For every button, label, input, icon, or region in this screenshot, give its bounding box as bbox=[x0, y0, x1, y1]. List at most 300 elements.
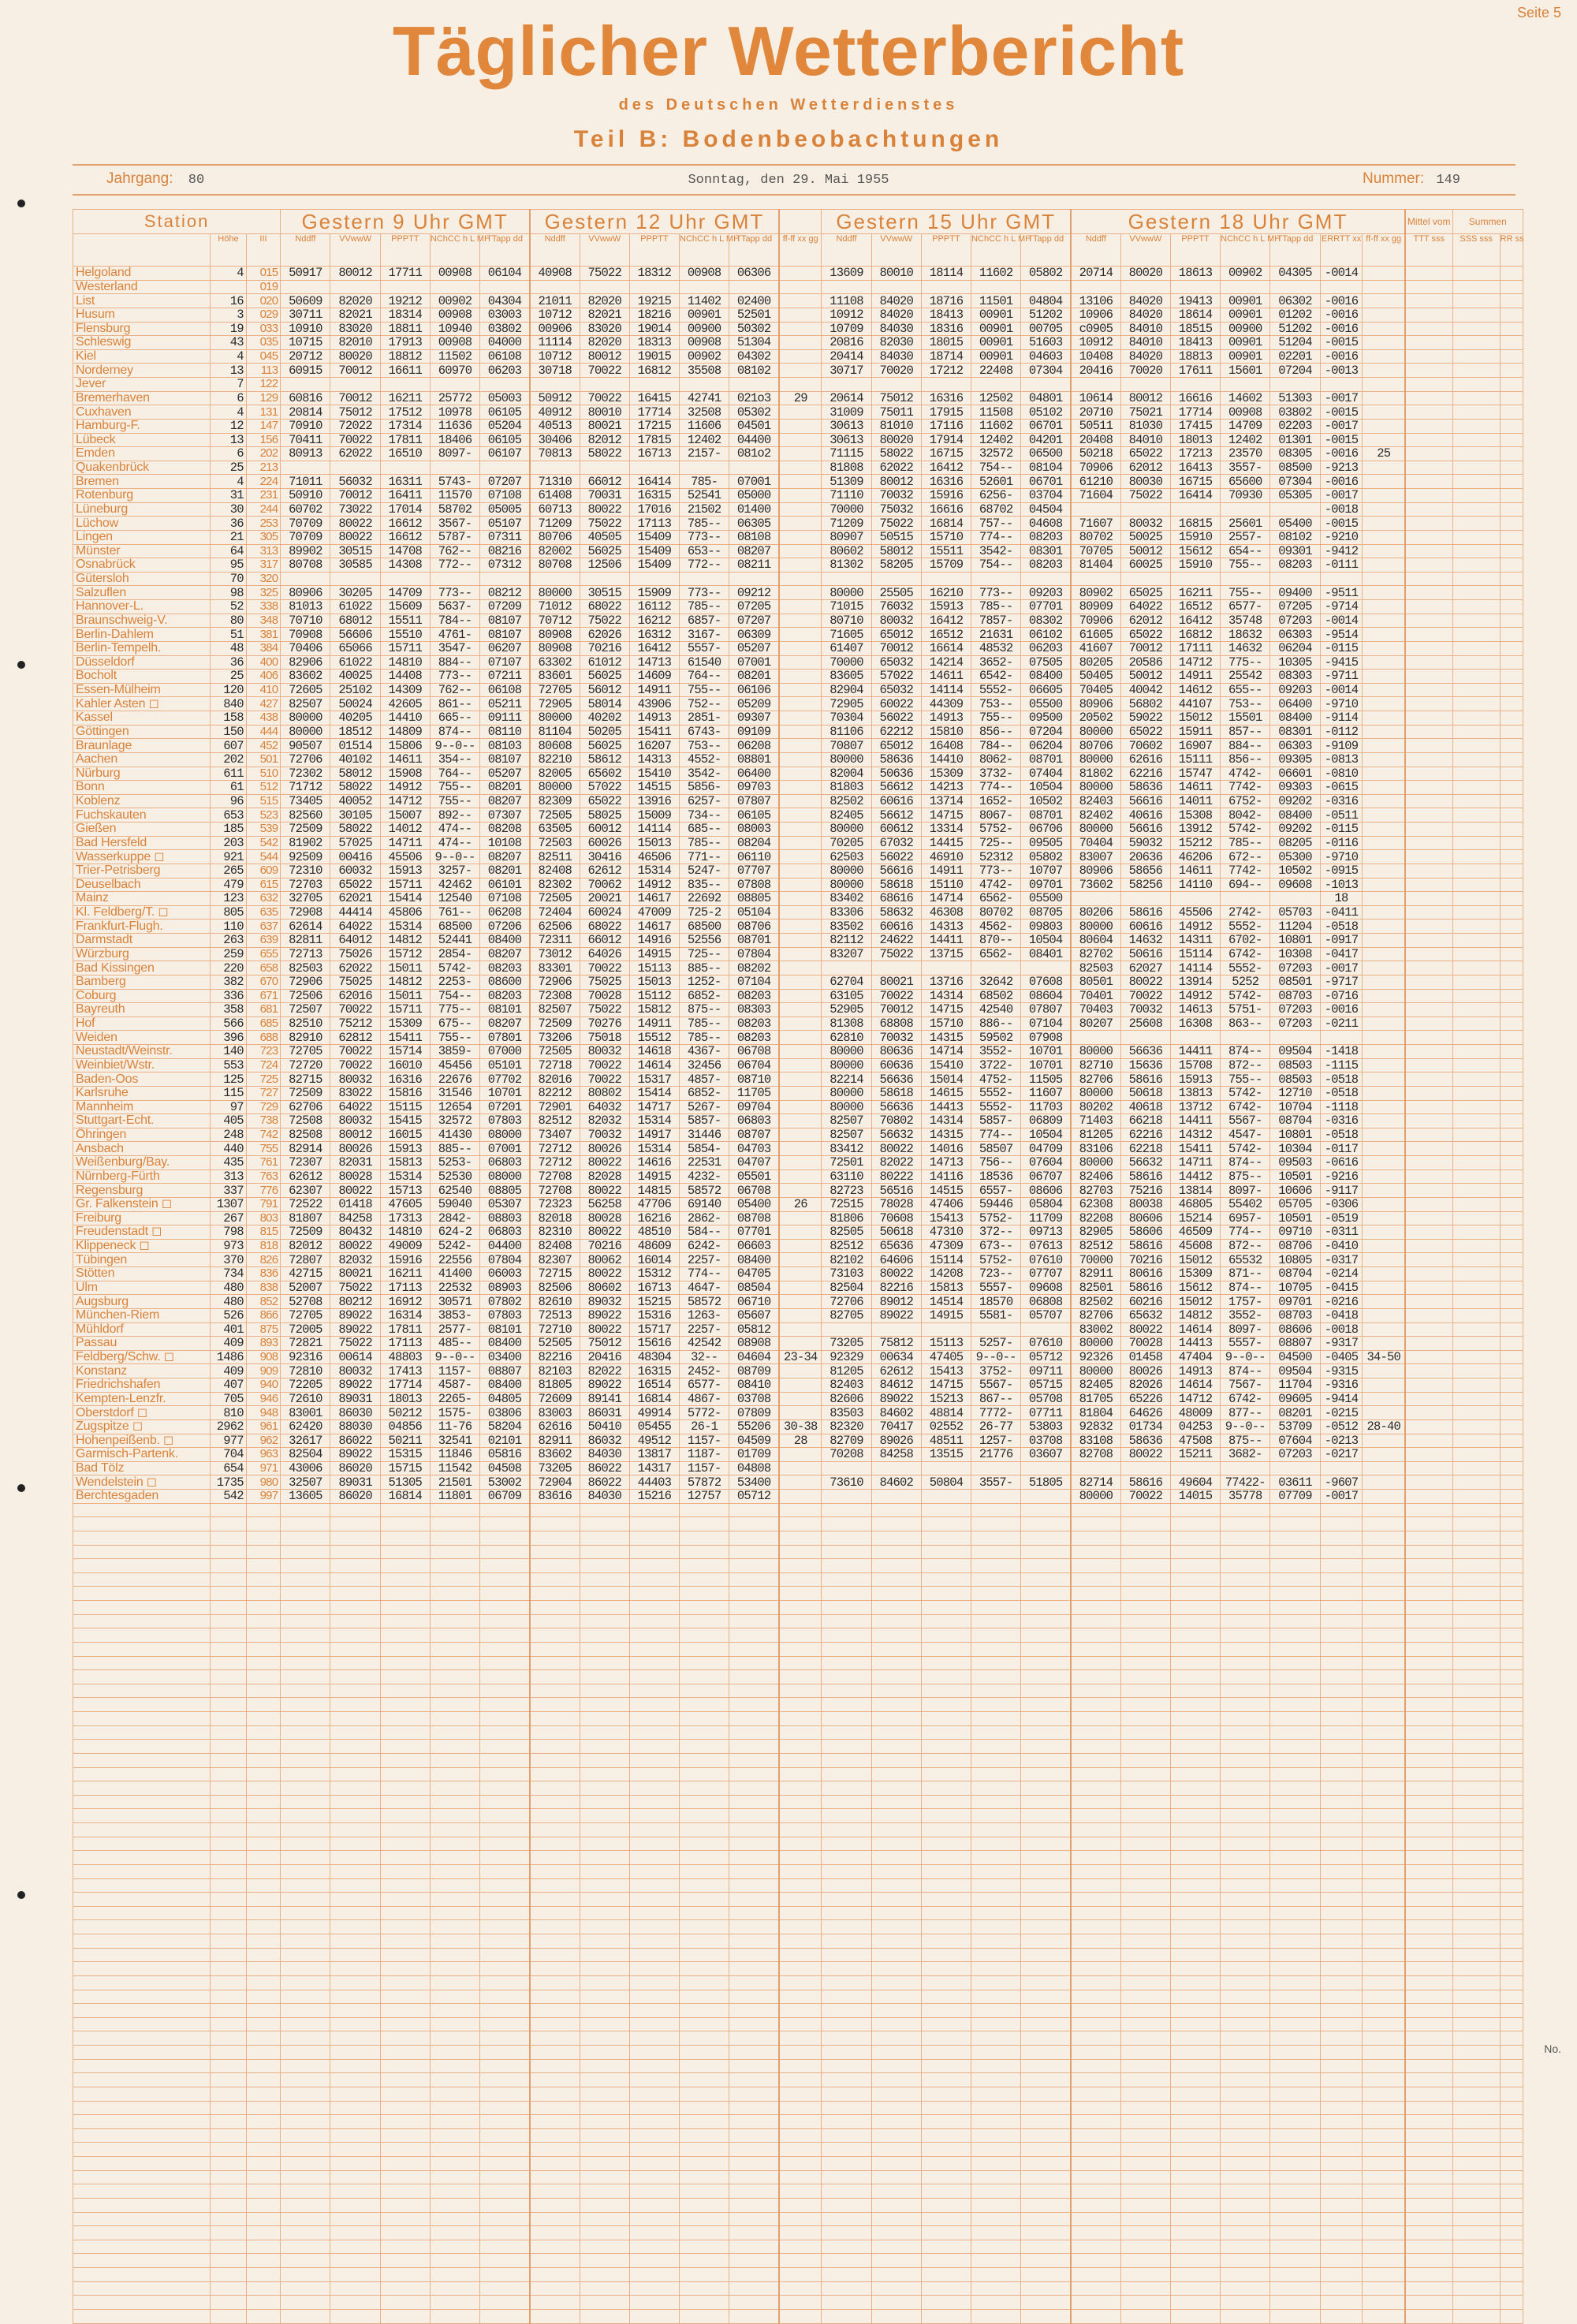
obs-cell: 10701 bbox=[1021, 1058, 1071, 1072]
obs-cell: 14810 bbox=[380, 1225, 430, 1240]
obs-cell: 08400 bbox=[480, 1378, 530, 1393]
obs-cell bbox=[921, 1767, 971, 1781]
obs-cell: 30585 bbox=[330, 558, 380, 573]
obs-cell bbox=[1363, 502, 1405, 517]
obs-cell bbox=[1363, 2004, 1405, 2018]
obs-cell bbox=[779, 989, 822, 1003]
obs-cell: 5552- bbox=[1221, 920, 1270, 934]
obs-cell bbox=[971, 1851, 1021, 1865]
obs-cell: 5242- bbox=[430, 1239, 479, 1253]
obs-cell bbox=[1405, 641, 1452, 655]
obs-cell bbox=[430, 2073, 479, 2087]
obs-cell bbox=[779, 1448, 822, 1462]
obs-cell: 47310 bbox=[921, 1225, 971, 1240]
obs-cell bbox=[1500, 502, 1523, 517]
obs-cell bbox=[1363, 1434, 1405, 1448]
obs-cell: 5772- bbox=[680, 1406, 729, 1420]
obs-cell bbox=[330, 1684, 380, 1698]
obs-cell bbox=[779, 1684, 822, 1698]
obs-cell bbox=[1363, 1461, 1405, 1475]
obs-cell bbox=[1500, 1169, 1523, 1184]
station-number: 755 bbox=[246, 1142, 281, 1156]
obs-cell bbox=[530, 1906, 580, 1920]
obs-cell: 2257- bbox=[680, 1322, 729, 1337]
obs-cell bbox=[971, 1767, 1021, 1781]
obs-cell: 40025 bbox=[330, 670, 380, 684]
obs-cell bbox=[1405, 1920, 1452, 1934]
obs-cell: 30515 bbox=[580, 586, 629, 600]
obs-cell bbox=[779, 2170, 822, 2184]
obs-cell: 80022 bbox=[580, 1322, 629, 1337]
obs-cell bbox=[1320, 2212, 1363, 2226]
obs-cell: 6852- bbox=[680, 1086, 729, 1100]
obs-cell: 70216 bbox=[1120, 1253, 1170, 1267]
obs-cell: 18114 bbox=[921, 267, 971, 281]
obs-cell: 82506 bbox=[530, 1281, 580, 1295]
obs-cell: 80000 bbox=[281, 711, 330, 726]
obs-cell: 17914 bbox=[921, 433, 971, 447]
table-row bbox=[73, 2017, 1523, 2031]
station-number bbox=[246, 1559, 281, 1573]
obs-cell: 00614 bbox=[330, 1350, 380, 1364]
obs-cell bbox=[480, 1990, 530, 2004]
station-name bbox=[73, 1656, 211, 1670]
obs-cell bbox=[1071, 1893, 1120, 1907]
obs-cell: 04302 bbox=[729, 349, 779, 364]
obs-cell: 16412 bbox=[921, 614, 971, 628]
obs-cell bbox=[1405, 2004, 1452, 2018]
obs-cell bbox=[1071, 1517, 1120, 1531]
obs-cell bbox=[1405, 1934, 1452, 1949]
station-number bbox=[246, 2073, 281, 2087]
obs-cell bbox=[1452, 1184, 1500, 1198]
obs-cell: 5552- bbox=[971, 1100, 1021, 1114]
obs-cell: 10701 bbox=[1021, 1045, 1071, 1059]
obs-cell bbox=[1021, 1851, 1071, 1865]
page-title: Täglicher Wetterbericht bbox=[392, 12, 1185, 90]
obs-cell bbox=[779, 1893, 822, 1907]
obs-cell bbox=[971, 1837, 1021, 1851]
station-number: 671 bbox=[246, 989, 281, 1003]
obs-cell bbox=[729, 1878, 779, 1893]
obs-cell bbox=[380, 1601, 430, 1615]
obs-cell bbox=[330, 1503, 380, 1517]
station-name: Nürnberg-Fürth bbox=[73, 1169, 211, 1184]
obs-cell bbox=[281, 1795, 330, 1809]
obs-cell bbox=[580, 2254, 629, 2268]
obs-cell: 757-- bbox=[971, 517, 1021, 531]
obs-cell bbox=[530, 1684, 580, 1698]
station-name: Passau bbox=[73, 1337, 211, 1351]
station-number bbox=[246, 2254, 281, 2268]
obs-cell: 58616 bbox=[1120, 1072, 1170, 1087]
obs-cell bbox=[779, 349, 822, 364]
obs-cell bbox=[1500, 447, 1523, 461]
obs-cell: 5742- bbox=[1221, 989, 1270, 1003]
obs-cell: 12540 bbox=[430, 892, 479, 906]
obs-cell: 752-- bbox=[680, 697, 729, 711]
obs-cell bbox=[330, 1545, 380, 1559]
obs-cell: 32541 bbox=[430, 1434, 479, 1448]
obs-cell bbox=[1021, 1725, 1071, 1740]
obs-cell bbox=[779, 947, 822, 961]
table-row bbox=[73, 1851, 1523, 1865]
obs-cell: 3722- bbox=[971, 1058, 1021, 1072]
obs-cell: 785-- bbox=[680, 517, 729, 531]
obs-cell bbox=[629, 1809, 679, 1823]
obs-cell bbox=[530, 461, 580, 475]
table-row bbox=[73, 378, 1523, 392]
obs-cell: 10912 bbox=[822, 308, 871, 322]
obs-cell bbox=[629, 2254, 679, 2268]
obs-cell: 14012 bbox=[380, 823, 430, 837]
obs-cell bbox=[1021, 1948, 1071, 1962]
obs-cell bbox=[1221, 2101, 1270, 2115]
obs-cell bbox=[480, 1795, 530, 1809]
obs-cell bbox=[1452, 2170, 1500, 2184]
obs-cell bbox=[779, 2254, 822, 2268]
station-name: Bonn bbox=[73, 781, 211, 795]
obs-cell bbox=[1363, 572, 1405, 586]
obs-cell bbox=[1405, 1419, 1452, 1434]
obs-cell bbox=[729, 1614, 779, 1628]
obs-cell: 11501 bbox=[971, 294, 1021, 308]
obs-cell bbox=[629, 1823, 679, 1837]
station-height: 734 bbox=[211, 1267, 247, 1281]
obs-cell: 5552- bbox=[971, 1086, 1021, 1100]
obs-cell: 70216 bbox=[580, 641, 629, 655]
obs-cell bbox=[680, 2240, 729, 2254]
obs-cell: 35508 bbox=[680, 364, 729, 378]
obs-cell: 80028 bbox=[330, 1169, 380, 1184]
obs-cell: 40618 bbox=[1120, 1100, 1170, 1114]
station-name: Weißenburg/Bay. bbox=[73, 1156, 211, 1170]
obs-cell bbox=[281, 2017, 330, 2031]
table-row bbox=[73, 1434, 1523, 1448]
obs-cell bbox=[1452, 1434, 1500, 1448]
obs-cell: 16316 bbox=[921, 475, 971, 489]
obs-cell: 10805 bbox=[1270, 1253, 1320, 1267]
obs-cell: 20416 bbox=[580, 1350, 629, 1364]
obs-cell bbox=[1363, 2046, 1405, 2060]
obs-cell: 82018 bbox=[530, 1211, 580, 1225]
obs-cell: 14815 bbox=[629, 1184, 679, 1198]
obs-cell bbox=[779, 752, 822, 767]
obs-cell bbox=[971, 1628, 1021, 1643]
station-height bbox=[211, 2046, 247, 2060]
obs-cell: 18632 bbox=[1221, 628, 1270, 642]
obs-cell bbox=[680, 1934, 729, 1949]
obs-cell: 04201 bbox=[1021, 433, 1071, 447]
obs-cell bbox=[921, 2212, 971, 2226]
station-number: 400 bbox=[246, 655, 281, 670]
obs-cell bbox=[1071, 2115, 1120, 2129]
obs-cell bbox=[1221, 2281, 1270, 2296]
obs-cell bbox=[729, 2240, 779, 2254]
obs-cell bbox=[779, 1753, 822, 1767]
obs-cell bbox=[779, 711, 822, 726]
obs-cell bbox=[779, 267, 822, 281]
obs-cell: 82911 bbox=[530, 1434, 580, 1448]
obs-cell bbox=[1500, 1837, 1523, 1851]
obs-cell: 10712 bbox=[530, 308, 580, 322]
obs-cell: 15908 bbox=[380, 767, 430, 781]
obs-cell bbox=[1221, 2059, 1270, 2073]
obs-cell: 01514 bbox=[330, 739, 380, 753]
obs-cell: 10308 bbox=[1270, 947, 1320, 961]
obs-cell bbox=[1500, 1920, 1523, 1934]
obs-cell bbox=[281, 1851, 330, 1865]
obs-cell: 3682- bbox=[1221, 1448, 1270, 1462]
obs-cell: 05705 bbox=[1270, 1197, 1320, 1211]
obs-cell bbox=[971, 1670, 1021, 1684]
obs-cell bbox=[1500, 1614, 1523, 1628]
obs-cell: 80000 bbox=[530, 781, 580, 795]
obs-cell: 22531 bbox=[680, 1156, 729, 1170]
obs-cell: 49914 bbox=[629, 1406, 679, 1420]
obs-cell bbox=[1452, 336, 1500, 350]
obs-cell: -0316 bbox=[1320, 794, 1363, 808]
obs-cell bbox=[430, 1753, 479, 1767]
ff-header: ff-ff xx gg bbox=[779, 234, 822, 267]
obs-cell bbox=[1452, 1906, 1500, 1920]
obs-cell: 15007 bbox=[380, 808, 430, 823]
obs-cell: 10940 bbox=[430, 322, 479, 336]
obs-cell bbox=[971, 2198, 1021, 2212]
obs-cell bbox=[1500, 1225, 1523, 1240]
station-number: 866 bbox=[246, 1308, 281, 1322]
obs-cell bbox=[1363, 1531, 1405, 1545]
obs-cell: 13716 bbox=[921, 975, 971, 989]
obs-cell bbox=[480, 2059, 530, 2073]
obs-cell: 07211 bbox=[480, 670, 530, 684]
obs-cell bbox=[1320, 1670, 1363, 1684]
obs-cell bbox=[430, 2254, 479, 2268]
obs-cell bbox=[430, 2226, 479, 2240]
table-row bbox=[73, 1058, 1523, 1072]
obs-cell bbox=[580, 1920, 629, 1934]
obs-cell bbox=[1405, 1308, 1452, 1322]
obs-cell bbox=[1405, 1337, 1452, 1351]
obs-cell: 15312 bbox=[629, 1267, 679, 1281]
station-name: Zugspitze ◻ bbox=[73, 1419, 211, 1434]
station-name bbox=[73, 2184, 211, 2199]
obs-cell bbox=[1452, 1864, 1500, 1878]
obs-cell bbox=[380, 1767, 430, 1781]
obs-cell bbox=[1021, 2046, 1071, 2060]
obs-cell bbox=[1363, 1225, 1405, 1240]
obs-cell: 021o3 bbox=[729, 391, 779, 405]
obs-cell: 753-- bbox=[680, 739, 729, 753]
station-number bbox=[246, 1948, 281, 1962]
obs-cell bbox=[380, 2046, 430, 2060]
obs-cell bbox=[1452, 1100, 1500, 1114]
obs-cell: 2452- bbox=[680, 1364, 729, 1378]
station-number: 727 bbox=[246, 1086, 281, 1100]
obs-cell: 70000 bbox=[1071, 1253, 1120, 1267]
obs-cell bbox=[779, 1100, 822, 1114]
obs-cell: 40102 bbox=[330, 752, 380, 767]
obs-cell bbox=[680, 2268, 729, 2282]
obs-cell bbox=[871, 2170, 921, 2184]
obs-cell: 62307 bbox=[281, 1184, 330, 1198]
table-row bbox=[73, 1490, 1523, 1504]
obs-cell: 26-1 bbox=[680, 1419, 729, 1434]
obs-cell bbox=[1363, 517, 1405, 531]
obs-cell: 47508 bbox=[1170, 1434, 1220, 1448]
obs-cell bbox=[281, 2087, 330, 2101]
obs-cell: 80000 bbox=[1071, 1337, 1120, 1351]
obs-cell bbox=[1120, 1990, 1170, 2004]
obs-cell: 10108 bbox=[480, 836, 530, 850]
obs-cell bbox=[430, 1572, 479, 1587]
obs-cell: 64012 bbox=[330, 934, 380, 948]
obs-cell bbox=[779, 961, 822, 975]
station-height: 654 bbox=[211, 1461, 247, 1475]
obs-cell: 53709 bbox=[1270, 1419, 1320, 1434]
table-row bbox=[73, 1364, 1523, 1378]
table-row bbox=[73, 1670, 1523, 1684]
obs-cell bbox=[530, 1601, 580, 1615]
obs-cell bbox=[729, 1572, 779, 1587]
obs-cell bbox=[629, 1684, 679, 1698]
obs-cell: 14709 bbox=[380, 586, 430, 600]
station-height bbox=[211, 1601, 247, 1615]
obs-cell bbox=[1363, 378, 1405, 392]
obs-cell bbox=[779, 1934, 822, 1949]
obs-cell: 47605 bbox=[380, 1197, 430, 1211]
obs-cell bbox=[1221, 1767, 1270, 1781]
obs-cell: -0518 bbox=[1320, 920, 1363, 934]
obs-cell: 3557- bbox=[1221, 461, 1270, 475]
obs-cell: 15636 bbox=[1120, 1058, 1170, 1072]
obs-cell bbox=[822, 1851, 871, 1865]
obs-cell: 77422- bbox=[1221, 1475, 1270, 1490]
obs-cell bbox=[1270, 1642, 1320, 1656]
station-name bbox=[73, 2128, 211, 2143]
obs-cell: 05209 bbox=[729, 697, 779, 711]
obs-cell bbox=[480, 1670, 530, 1684]
obs-cell bbox=[1120, 1517, 1170, 1531]
obs-cell bbox=[971, 1642, 1021, 1656]
obs-cell: 80022 bbox=[871, 1267, 921, 1281]
obs-cell bbox=[822, 2059, 871, 2073]
obs-cell: 16211 bbox=[380, 1267, 430, 1281]
station-name bbox=[73, 1572, 211, 1587]
obs-cell bbox=[1120, 2226, 1170, 2240]
obs-cell bbox=[281, 1656, 330, 1670]
obs-cell: 14715 bbox=[921, 1003, 971, 1017]
obs-cell bbox=[779, 364, 822, 378]
obs-cell: -9710 bbox=[1320, 850, 1363, 864]
obs-cell bbox=[779, 1142, 822, 1156]
obs-cell bbox=[430, 1823, 479, 1837]
obs-cell: 05816 bbox=[480, 1448, 530, 1462]
obs-cell: 4647- bbox=[680, 1281, 729, 1295]
obs-cell: -0213 bbox=[1320, 1434, 1363, 1448]
station-name: Ulm bbox=[73, 1281, 211, 1295]
obs-cell: 16713 bbox=[629, 1281, 679, 1295]
obs-cell bbox=[1405, 1378, 1452, 1393]
obs-cell bbox=[1405, 1503, 1452, 1517]
station-name bbox=[73, 2170, 211, 2184]
obs-cell bbox=[779, 1058, 822, 1072]
table-row bbox=[73, 1225, 1523, 1240]
obs-cell bbox=[822, 1920, 871, 1934]
obs-cell: 07108 bbox=[480, 892, 530, 906]
station-number bbox=[246, 2170, 281, 2184]
obs-cell: 80022 bbox=[1120, 1322, 1170, 1337]
obs-cell bbox=[1363, 1058, 1405, 1072]
obs-cell: -0111 bbox=[1320, 558, 1363, 573]
obs-cell bbox=[1120, 1572, 1170, 1587]
obs-cell: 80906 bbox=[1071, 864, 1120, 878]
obs-cell bbox=[729, 378, 779, 392]
obs-cell: 10305 bbox=[1270, 655, 1320, 670]
obs-cell: 70908 bbox=[281, 628, 330, 642]
obs-cell: 21631 bbox=[971, 628, 1021, 642]
obs-cell: 58636 bbox=[1120, 1434, 1170, 1448]
obs-cell bbox=[680, 1740, 729, 1754]
obs-cell bbox=[1320, 2101, 1363, 2115]
obs-cell: 57022 bbox=[871, 670, 921, 684]
obs-cell bbox=[1500, 1267, 1523, 1281]
obs-cell bbox=[1071, 2004, 1120, 2018]
obs-cell bbox=[1170, 1670, 1220, 1684]
obs-cell bbox=[480, 1864, 530, 1878]
obs-cell bbox=[330, 1698, 380, 1712]
station-number: 224 bbox=[246, 475, 281, 489]
table-row bbox=[73, 947, 1523, 961]
obs-cell bbox=[779, 920, 822, 934]
obs-cell: 75026 bbox=[330, 947, 380, 961]
obs-cell bbox=[480, 280, 530, 294]
obs-cell bbox=[430, 1767, 479, 1781]
obs-cell: 48814 bbox=[921, 1406, 971, 1420]
obs-cell bbox=[1270, 1906, 1320, 1920]
obs-cell bbox=[871, 1712, 921, 1726]
obs-cell bbox=[1500, 1781, 1523, 1796]
obs-cell: 655-- bbox=[1221, 683, 1270, 697]
obs-cell bbox=[1500, 364, 1523, 378]
obs-cell: 14632 bbox=[1120, 934, 1170, 948]
station-number bbox=[246, 1587, 281, 1601]
obs-cell bbox=[380, 2157, 430, 2171]
station-number: 791 bbox=[246, 1197, 281, 1211]
obs-cell: 03802 bbox=[1270, 405, 1320, 420]
obs-cell: 89012 bbox=[871, 1295, 921, 1309]
station-height: 840 bbox=[211, 697, 247, 711]
obs-cell bbox=[779, 641, 822, 655]
station-height: 21 bbox=[211, 530, 247, 544]
obs-cell bbox=[729, 1975, 779, 1990]
obs-cell bbox=[1405, 655, 1452, 670]
obs-cell: 82512 bbox=[822, 1239, 871, 1253]
obs-cell bbox=[380, 2281, 430, 2296]
obs-cell: 00901 bbox=[971, 336, 1021, 350]
obs-cell bbox=[330, 461, 380, 475]
obs-cell bbox=[1270, 1753, 1320, 1767]
obs-cell bbox=[1221, 2004, 1270, 2018]
obs-cell: 82216 bbox=[871, 1281, 921, 1295]
obs-cell bbox=[1500, 2184, 1523, 2199]
obs-cell bbox=[680, 1531, 729, 1545]
date-value: Sonntag, den 29. Mai 1955 bbox=[688, 173, 889, 188]
obs-cell bbox=[1021, 1920, 1071, 1934]
obs-cell: 13912 bbox=[1170, 823, 1220, 837]
obs-cell: 34-50 bbox=[1363, 1350, 1405, 1364]
obs-cell bbox=[1363, 655, 1405, 670]
